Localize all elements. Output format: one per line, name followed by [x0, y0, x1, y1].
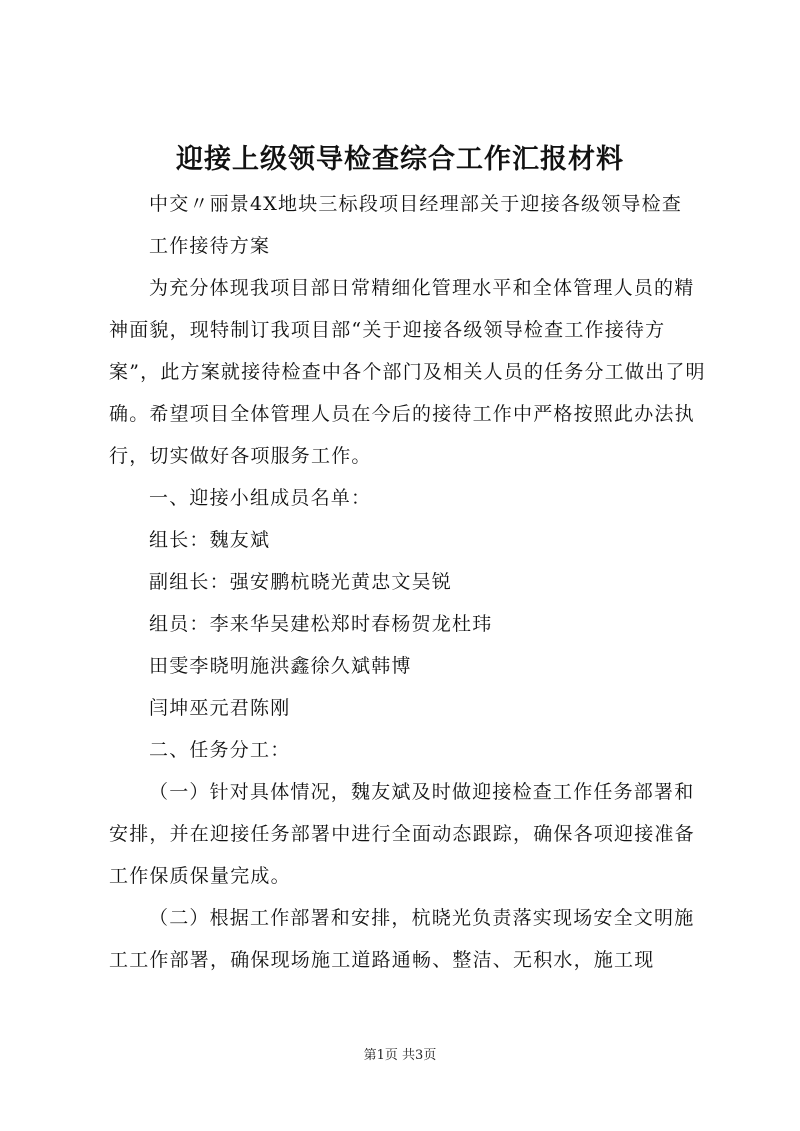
paragraph-heading-line: 中交〃丽景4X地块三标段项目经理部关于迎接各级领导检查 [149, 193, 683, 215]
task-item-1: （一）针对具体情况，魏友斌及时做迎接检查工作任务部署和安排，并在迎接任务部署中进行全面动态跟踪，确保各项迎接准备工作保质保量完成。 [109, 781, 695, 887]
paragraph-subtitle: 工作接待方案 [149, 235, 271, 257]
member-leader: 组长：魏友斌 [149, 529, 271, 551]
section-heading-members: 一、迎接小组成员名单： [149, 487, 372, 509]
paragraph-intro: 为充分体现我项目部日常精细化管理水平和全体管理人员的精神面貌，现特制订我项目部“关于迎接各级领导检查工作接待方案”，此方案就接待检查中各个部门及相关人员的任务分工做出了明确。希望项目全体管理人员在今后的接待工作中严格按照此办法执行，切实做好各项服务工作。 [109, 277, 706, 467]
member-deputy-leaders: 副组长：强安鹏杭晓光黄忠文吴锐 [149, 571, 453, 593]
section-heading-tasks: 二、任务分工： [149, 739, 291, 761]
member-group-continued-1: 田雯李晓明施洪鑫徐久斌韩博 [149, 655, 412, 677]
member-group-continued-2: 闫坤巫元君陈刚 [149, 697, 291, 719]
member-group: 组员：李来华吴建松郑时春杨贺龙杜玮 [149, 613, 493, 635]
document-body [109, 183, 709, 981]
task-item-2: （二）根据工作部署和安排，杭晓光负责落实现场安全文明施工工作部署，确保现场施工道路通畅、整洁、无积水，施工现 [109, 907, 695, 971]
document-title: 迎接上级领导检查综合工作汇报材料 [176, 144, 624, 175]
page-number-footer: 第1页 共3页 [363, 1048, 437, 1063]
